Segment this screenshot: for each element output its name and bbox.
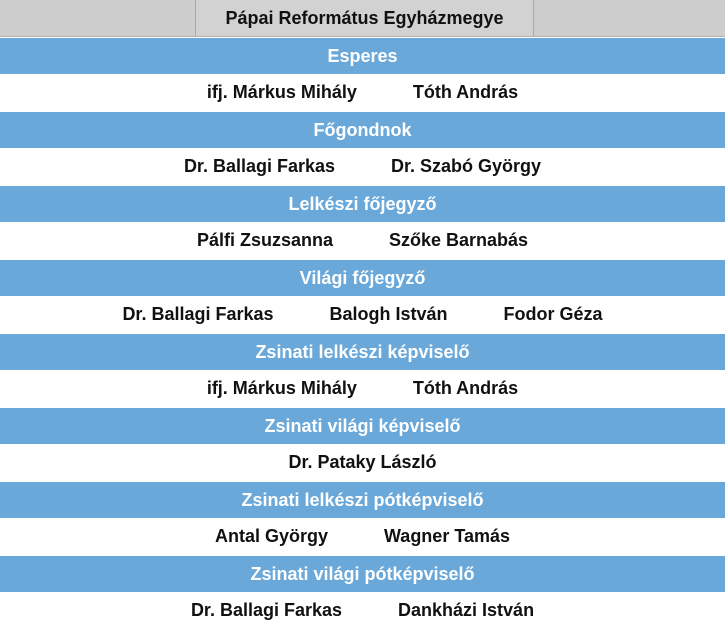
name-cell[interactable]: Dr. Ballagi Farkas xyxy=(122,304,274,324)
title-row xyxy=(0,0,725,37)
name-cell[interactable]: Fodor Géza xyxy=(503,304,603,324)
name-cell[interactable]: Dankházi István xyxy=(398,600,535,620)
section-heading-zsinati-lelkeszi-kepviselo[interactable]: Zsinati lelkészi képviselő xyxy=(0,333,725,370)
document-title[interactable]: Pápai Református Egyházmegye xyxy=(196,0,534,36)
name-cell[interactable]: Dr. Pataky László xyxy=(288,452,437,472)
section-heading-vilagi-fojegyzo[interactable]: Világi főjegyző xyxy=(0,259,725,296)
section-heading-zsinati-vilagi-potkepviselo[interactable]: Zsinati világi pótképviselő xyxy=(0,555,725,592)
name-cell[interactable]: ifj. Márkus Mihály xyxy=(206,82,357,102)
title-cell-empty-left[interactable] xyxy=(0,0,196,36)
name-cell[interactable]: Szőke Barnabás xyxy=(388,230,529,250)
section-heading-zsinati-lelkeszi-potkepviselo[interactable]: Zsinati lelkészi pótképviselő xyxy=(0,481,725,518)
names-row-zsinati-lelkeszi-potkepviselo xyxy=(0,518,725,555)
name-cell[interactable]: ifj. Márkus Mihály xyxy=(206,378,357,398)
title-cell-empty-right[interactable] xyxy=(534,0,725,36)
name-cell[interactable]: Tóth András xyxy=(412,82,519,102)
name-cell[interactable]: Wagner Tamás xyxy=(383,526,511,546)
names-row-zsinati-vilagi-potkepviselo xyxy=(0,592,725,629)
names-row-zsinati-vilagi-kepviselo xyxy=(0,444,725,481)
section-heading-zsinati-vilagi-kepviselo[interactable]: Zsinati világi képviselő xyxy=(0,407,725,444)
section-heading-lelkeszi-fojegyzo[interactable]: Lelkészi főjegyző xyxy=(0,185,725,222)
names-row-zsinati-lelkeszi-kepviselo xyxy=(0,370,725,407)
name-cell[interactable]: Pálfi Zsuzsanna xyxy=(196,230,333,250)
section-heading-fogondnok[interactable]: Főgondnok xyxy=(0,111,725,148)
name-cell[interactable]: Tóth András xyxy=(412,378,519,398)
names-row-vilagi-fojegyzo xyxy=(0,296,725,333)
name-cell[interactable]: Balogh István xyxy=(329,304,448,324)
names-row-lelkeszi-fojegyzo xyxy=(0,222,725,259)
name-cell[interactable]: Dr. Ballagi Farkas xyxy=(183,156,336,176)
names-row-fogondnok xyxy=(0,148,725,185)
section-heading-esperes[interactable]: Esperes xyxy=(0,37,725,74)
name-cell[interactable]: Dr. Szabó György xyxy=(391,156,542,176)
name-cell[interactable]: Antal György xyxy=(214,526,328,546)
name-cell[interactable]: Dr. Ballagi Farkas xyxy=(190,600,343,620)
names-row-esperes xyxy=(0,74,725,111)
